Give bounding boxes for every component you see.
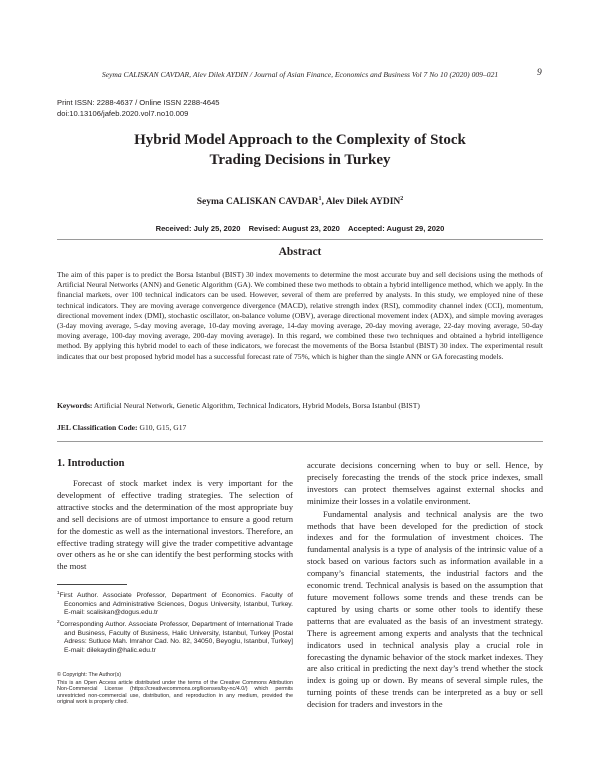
running-head: Seyma CALISKAN CAVDAR, Alev Dilek AYDIN / Journal of Asian Finance, Economics and Business Vol 7 No 10 (2020) 009–021	[101, 70, 499, 79]
right-column	[307, 460, 543, 711]
footnote-1-mark: 1	[57, 590, 60, 595]
jel-codes: G10, G15, G17	[139, 423, 187, 432]
intro-paragraph-1-cont: accurate decisions concerning when to buy or sell. Hence, by precisely forecasting the trends of the stock price indexes, small investors can protect themselves against external shocks and minimize their losses in a volatile environment.	[307, 460, 543, 506]
accepted-date: Accepted: August 29, 2020	[348, 224, 445, 233]
footnote-1-text: First Author. Associate Professor, Department of Economics. Faculty of Economics and Administrative Sciences, Dogus University, Istanbul, Turkey. E-mail: scaliskan@dogus.edu.tr	[59, 592, 293, 617]
footnote-1	[57, 589, 293, 618]
intro-paragraph-1: Forecast of stock market index is very important for the development of effective trading strategies. The selection of attractive stocks and the determination of the most appropriate buy and sell decisions are of utmost importance to ensure a good return for the domestic as well as the international investors. Therefore, an effective trading strategy will give the trader competitive advantage over others as he or she can identify the best performing stocks with the most	[57, 478, 293, 572]
revised-date: Revised: August 23, 2020	[248, 224, 340, 233]
abstract-heading: Abstract	[278, 246, 322, 258]
issn-block	[57, 98, 220, 119]
intro-paragraph-2: Fundamental analysis and technical analysis are the two methods that have been developed for the prediction of stock indexes and for the formulation of investment choices. The fundamental analysis is a type of analysis of the intrinsic value of a stock based on various factors such as information available in a company’s financial statements, the industrial factors and the economic trend. Technical analysis is based on the assumption that future movement follows some trends and these trends can be captured by using charts or some other tools to identify these patterns that are evaluated as the basis of an investment strategy. There is agreement among experts and analysts that the technical indicators used in technical analysis play a crucial role in forecasting the dynamic behavior of the stock market indexes. They are also critical in predicting the next day’s trend whether the stock index is going up or down. By means of several simple rules, the turning points of these trends can be interpreted as a buy or sell decision for traders and investors in the	[307, 508, 543, 710]
license-note	[57, 672, 293, 706]
abstract-text: The aim of this paper is to predict the Borsa Istanbul (BIST) 30 index movements to determine the most accurate buy and sell decisions using the methods of Artificial Neural Networks (ANN) and Genetic Algorithm (GA). We combined these two methods to obtain a hybrid intelligence method, which we apply. In the financial markets, over 100 technical indicators can be used. However, several of them are preferred by analysts. In this study, we employed nine of these technical indicators. They are moving average convergence divergence (MACD), relative strength index (RSI), commodity channel index (CCI), momentum, directional movement index (DMI), stochastic oscillator, on-balance volume (OBV), average directional movement index (ADX), and simple moving averages (3-day moving average, 5-day moving average, 10-day moving average, 14-day moving average, 20-day moving average, 22-day moving average, 50-day moving average, 100-day moving average, 200-day moving average). In this regard, we combined these two techniques and obtained a hybrid intelligence method. By applying this hybrid model to each of these indicators, we forecast the movements of the Borsa Istanbul (BIST) 30 index. The experimental result indicates that our best proposed hybrid model has a successful forecast rate of 75%, which is higher than the single ANN or GA forecasting models.	[57, 270, 543, 361]
title-line-1: Hybrid Model Approach to the Complexity of Stock	[134, 132, 466, 148]
issn-line: Print ISSN: 2288-4637 / Online ISSN 2288-4645	[57, 98, 220, 107]
left-column	[57, 478, 293, 573]
keywords-text: Artificial Neural Network, Genetic Algorithm, Technical İndicators, Hybrid Models, Borsa Istanbul (BIST)	[93, 401, 420, 410]
footnote-2-mark: 2	[57, 619, 60, 625]
title-line-2: Trading Decisions in Turkey	[209, 152, 391, 168]
page-number: 9	[537, 68, 542, 78]
footnotes	[57, 589, 293, 656]
footnote-divider	[57, 584, 127, 585]
dates-line	[0, 224, 600, 233]
paper-title	[60, 130, 540, 170]
section-heading-introduction: 1. Introduction	[57, 458, 125, 469]
author-line	[0, 196, 600, 207]
jel-classification	[57, 423, 543, 432]
keywords	[57, 401, 543, 410]
divider-top	[57, 239, 543, 240]
author-1: Seyma CALISKAN CAVDAR	[196, 197, 319, 208]
author-2-mark: 2	[400, 196, 404, 202]
keywords-label: Keywords:	[57, 401, 93, 410]
license-text: This is an Open Access article distributed under the terms of the Creative Commons Attribution Non-Commercial License (https://creativecommons.org/licenses/by-nc/4.0/) which permits unrestricted non-commercial use, distribution, and reproduction in any medium, provided the original work is properly cited.	[57, 679, 293, 706]
divider-bottom	[57, 441, 543, 442]
footnote-2-text: Corresponding Author. Associate Professor, Department of International Trade and Business, Faculty of Business, Halic University, Istanbul, Turkey [Postal Adress: Sutluce Mah. Imrahor Cad. No. 82, 34050, Beyoglu, Istanbul, Turkey] E-mail: dilekaydin@halic.edu.tr	[59, 621, 293, 655]
received-date: Received: July 25, 2020	[155, 224, 241, 233]
jel-label: JEL Classification Code:	[57, 423, 138, 432]
doi-line: doi:10.13106/jafeb.2020.vol7.no10.009	[57, 108, 189, 118]
copyright-line: © Copyright: The Author(s)	[57, 672, 122, 678]
author-1-mark: 1	[318, 196, 322, 202]
footnote-2	[57, 618, 293, 656]
author-2: Alev Dilek AYDIN	[325, 197, 401, 208]
author-separator: ,	[321, 197, 326, 208]
